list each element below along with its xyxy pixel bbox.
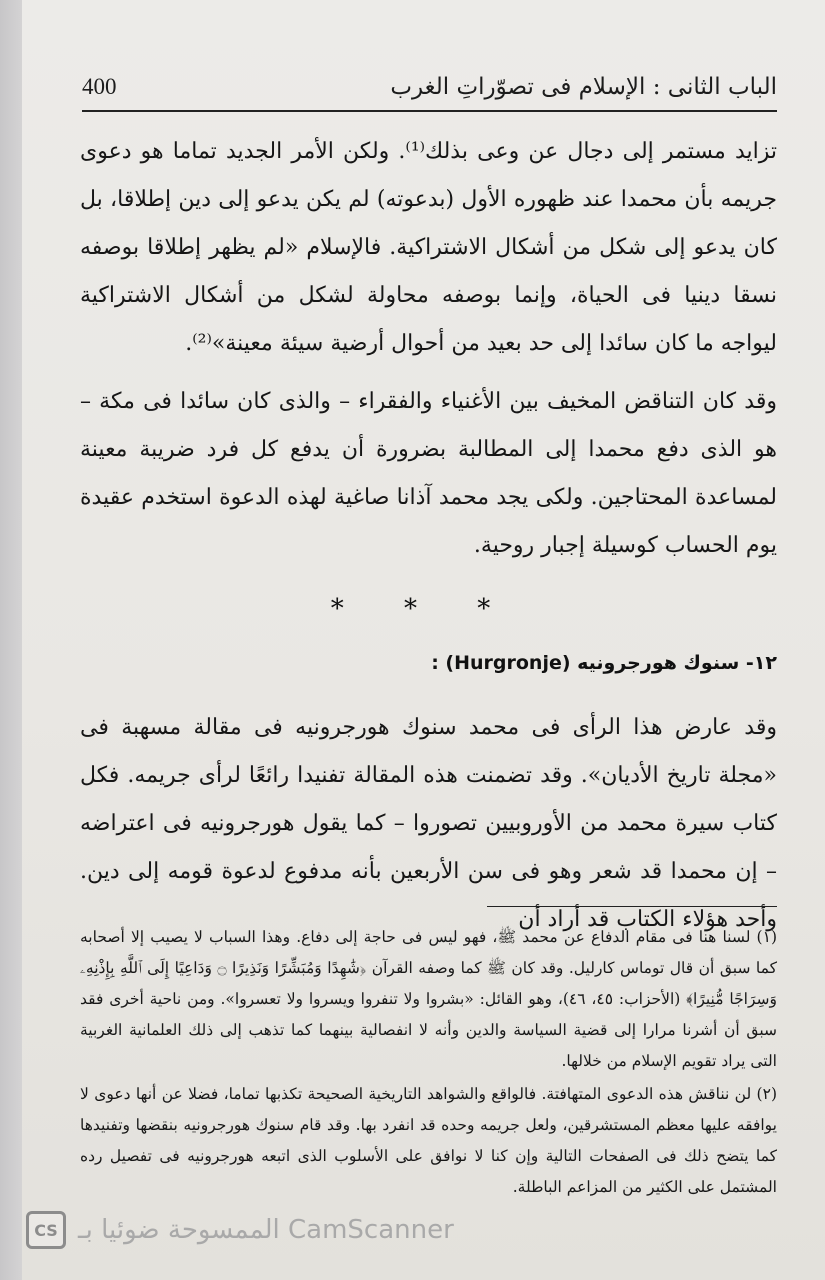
paragraph-3	[80, 704, 777, 944]
footnote-1: (١) لسنا هنا فى مقام الدفاع عن محمد ﷺ، فهو ليس فى حاجة إلى دفاع. وهذا السباب لا يصيب إلا أصحابه كما سبق أن قال توماس كارليل. وقد كان ﷺ كما وصفه القرآن ﴿شَٰهِدًا وَمُبَشِّرًا وَنَذِيرًا ۝ وَدَاعِيًا إِلَى ٱللَّهِ بِإِذْنِهِۦ وَسِرَاجًا مُّنِيرًا﴾ (الأحزاب: ٤٥، ٤٦)، وهو القائل: «بشروا ولا تنفروا ويسروا ولا تعسروا». ومن ناحية أخرى فقد سبق أن أشرنا مرارا إلى قضية السياسة والدين وأنه لا انفصالية بينهما كما تذهب إلى ذلك العلمانية الغربية التى يراد تقويم الإسلام من خلالها.	[80, 928, 777, 1070]
paragraph-text: وقد كان التناقض المخيف بين الأغنياء والفقراء – والذى كان سائدا فى مكة – هو الذى دفع محمدا إلى المطالبة بضرورة أن يدفع كل فرد ضريبة معينة لمساعدة المحتاجين. ولكى يجد محمد آذانا صاغية لهذه الدعوة استخدم عقيدة يوم الحساب كوسيلة إجبار روحية.	[80, 389, 777, 558]
page-number: 400	[82, 74, 117, 99]
section-heading: ١٢- سنوك هورجرونيه (Hurgronje) :	[431, 652, 777, 674]
camscanner-watermark	[26, 1208, 626, 1252]
paragraph-1	[80, 128, 777, 368]
camscanner-logo-icon: CS	[26, 1211, 66, 1249]
paragraph-2	[80, 378, 777, 570]
running-title: الباب الثانى : الإسلام فى تصوّراتِ الغرب	[390, 74, 777, 100]
page-header	[82, 66, 777, 112]
paragraph-text: وقد عارض هذا الرأى فى محمد سنوك هورجرونيه فى مقالة مسهبة فى «مجلة تاريخ الأديان». وقد تضمنت هذه المقالة تفنيدا رائعًا لرأى جريمه. فكل كتاب سيرة محمد من الأوروبيين تصوروا – كما يقول هورجرونيه فى اعتراضه – إن محمدا قد شعر وهو فى سن الأربعين بأنه مدفوع لدعوة قومه إلى دين. وأحد هؤلاء الكتاب قد أراد أن	[80, 715, 777, 932]
watermark-text: الممسوحة ضوئيا بـ CamScanner	[78, 1215, 454, 1245]
book-page	[22, 0, 825, 1280]
footnote-divider	[487, 906, 777, 907]
section-separator: * * *	[330, 594, 517, 624]
paragraph-text: تزايد مستمر إلى دجال عن وعى بذلك⁽¹⁾. ولكن الأمر الجديد تماما هو دعوى جريمه بأن محمدا عند ظهوره الأول (بدعوته) لم يكن يدعو إلى دين إطلاقا، بل كان يدعو إلى شكل من أشكال الاشتراكية. فالإسلام «لم يظهر إطلاقا بوصفه نسقا دينيا فى الحياة، وإنما بوصفه محاولة لشكل من أشكال الاشتراكية ليواجه ما كان سائدا إلى حد بعيد من أحوال أرضية سيئة معينة»⁽²⁾.	[80, 139, 777, 356]
footnotes	[80, 922, 777, 1205]
footnote-2: (٢) لن نناقش هذه الدعوى المتهافتة. فالواقع والشواهد التاريخية الصحيحة تكذبها تماما، فضلا عن أنها دعوى لا يوافقه عليها معظم المستشرقين، ولعل جريمه وحده قد انفرد بها. وقد قام سنوك هورجرونيه بنقضها وتفنيدها كما يتضح ذلك فى الصفحات التالية وإن كنا لا نوافق على الأسلوب الذى اتبعه هورجرونيه فى تفصيل رده المشتمل على الكثير من المزاعم الباطلة.	[80, 1085, 777, 1196]
